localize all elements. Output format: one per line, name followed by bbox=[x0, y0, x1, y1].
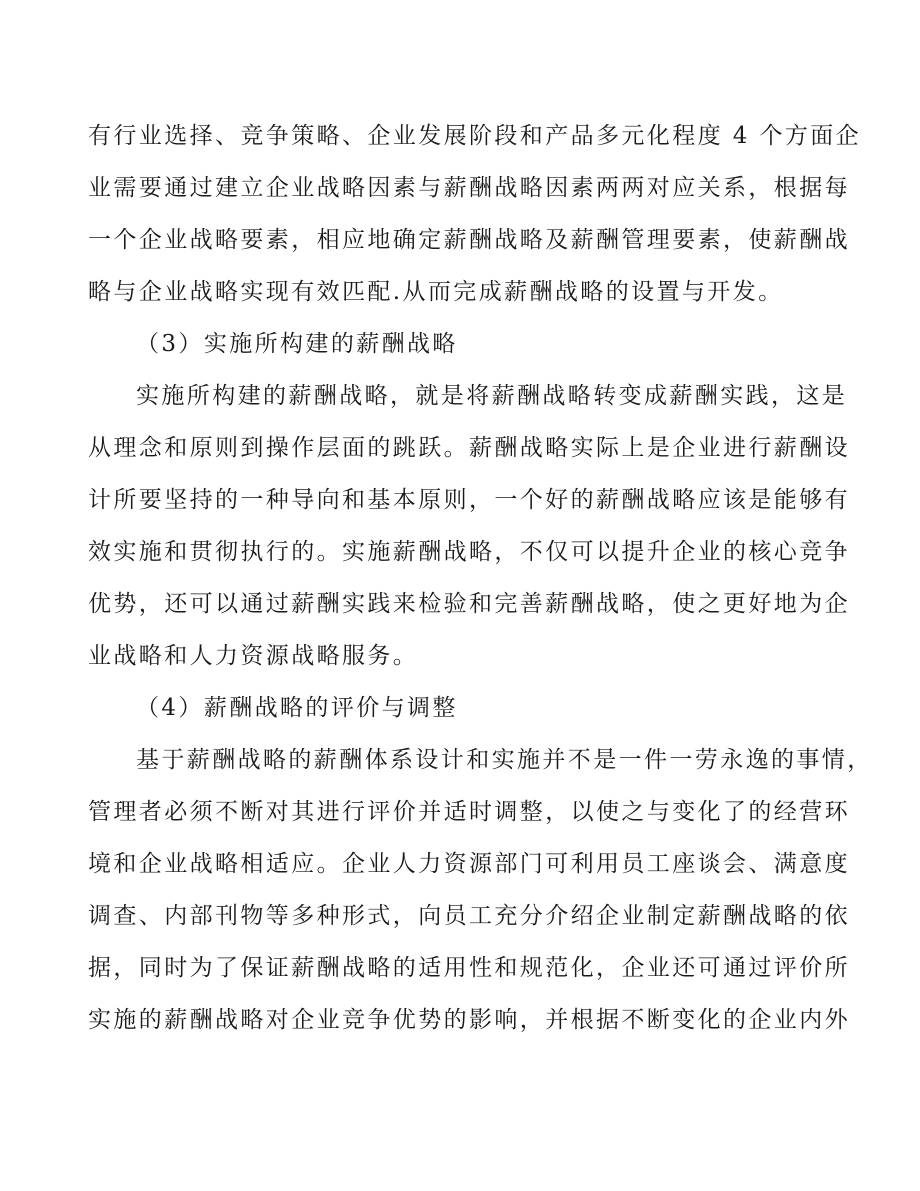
paragraph-line: 优势，还可以通过薪酬实践来检验和完善薪酬战略，使之更好地为企 bbox=[88, 591, 850, 617]
paragraph-line: 一个企业战略要素，相应地确定薪酬战略及薪酬管理要素，使薪酬战 bbox=[88, 227, 850, 253]
paragraph-line: 从理念和原则到操作层面的跳跃。薪酬战略实际上是企业进行薪酬设 bbox=[88, 435, 850, 461]
paragraph-line: 据，同时为了保证薪酬战略的适用性和规范化，企业还可通过评价所 bbox=[88, 955, 850, 981]
paragraph-line: 业战略和人力资源战略服务。 bbox=[88, 643, 419, 669]
paragraph-line: 效实施和贯彻执行的。实施薪酬战略，不仅可以提升企业的核心竞争 bbox=[88, 539, 850, 565]
paragraph-line: 有行业选择、竞争策略、企业发展阶段和产品多元化程度 4 个方面企 bbox=[88, 123, 862, 149]
paragraph-line: 业需要通过建立企业战略因素与薪酬战略因素两两对应关系，根据每 bbox=[88, 175, 850, 201]
section-heading-3: （3）实施所构建的薪酬战略 bbox=[136, 331, 458, 357]
paragraph-line: 境和企业战略相适应。企业人力资源部门可利用员工座谈会、满意度 bbox=[88, 851, 850, 877]
paragraph-line: 调查、内部刊物等多种形式，向员工充分介绍企业制定薪酬战略的依 bbox=[88, 903, 850, 929]
paragraph-line: 管理者必须不断对其进行评价并适时调整，以使之与变化了的经营环 bbox=[88, 799, 850, 825]
paragraph-line: 略与企业战略实现有效匹配.从而完成薪酬战略的设置与开发。 bbox=[88, 279, 784, 305]
paragraph-line: 实施所构建的薪酬战略，就是将薪酬战略转变成薪酬实践，这是 bbox=[136, 383, 848, 409]
section-heading-4: （4）薪酬战略的评价与调整 bbox=[136, 695, 458, 721]
paragraph-line: 基于薪酬战略的薪酬体系设计和实施并不是一件一劳永逸的事情， bbox=[136, 747, 873, 773]
paragraph-line: 计所要坚持的一种导向和基本原则，一个好的薪酬战略应该是能够有 bbox=[88, 487, 850, 513]
paragraph-line: 实施的薪酬战略对企业竞争优势的影响，并根据不断变化的企业内外 bbox=[88, 1007, 850, 1033]
